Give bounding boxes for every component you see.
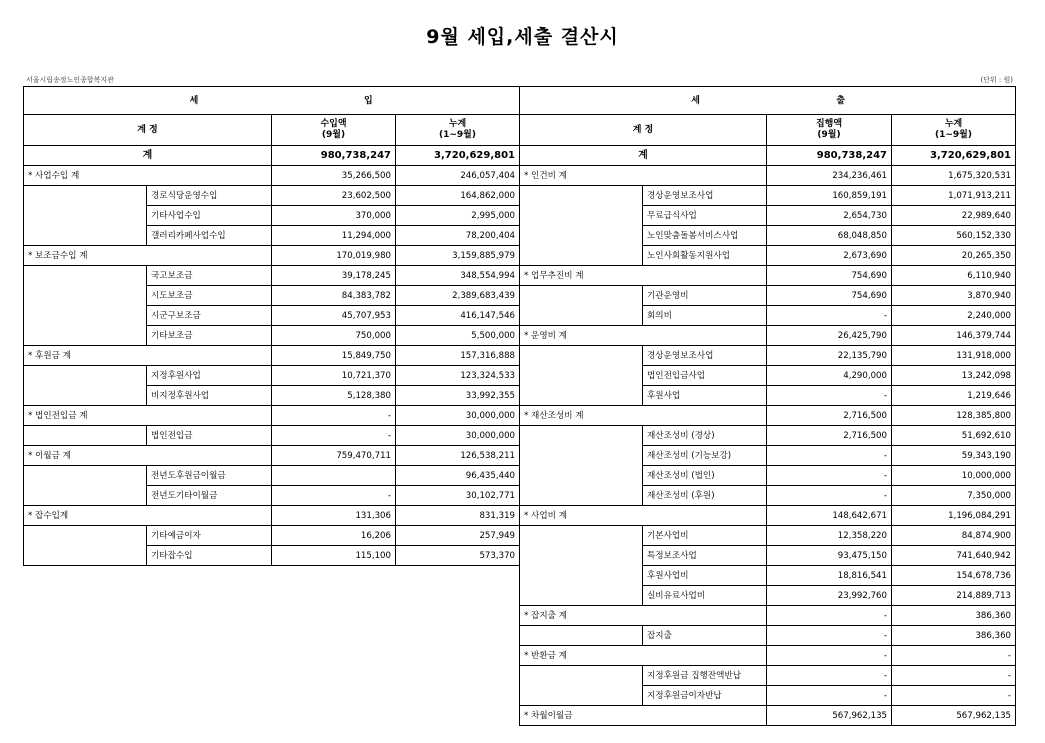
income-item-amount: 750,000 (272, 326, 396, 346)
expense-item-amount: - (767, 686, 892, 706)
expense-item-indent (520, 386, 643, 406)
expense-group-amount: 26,425,790 (767, 326, 892, 346)
expense-item-indent (520, 346, 643, 366)
expense-group-cumulative: 567,962,135 (892, 706, 1016, 726)
income-item-amount: 23,602,500 (272, 186, 396, 206)
expense-item-amount: 22,135,790 (767, 346, 892, 366)
income-item-indent (24, 306, 147, 326)
income-item-row (24, 206, 520, 226)
expense-item-cumulative: 131,918,000 (892, 346, 1016, 366)
income-item-indent (24, 546, 147, 566)
expense-group-amount: 234,236,461 (767, 166, 892, 186)
income-item-row (24, 386, 520, 406)
income-group-cumulative: 3,159,885,979 (396, 246, 520, 266)
income-item-label: 시군구보조금 (147, 306, 272, 326)
expense-item-row (520, 186, 1016, 206)
expense-group-row (520, 706, 1016, 726)
expense-item-label: 재산조성비 (기능보강) (643, 446, 767, 466)
expense-item-label: 재산조성비 (경상) (643, 426, 767, 446)
expense-item-row (520, 206, 1016, 226)
income-item-indent (24, 386, 147, 406)
expense-group-row (520, 606, 1016, 626)
expense-item-cumulative: 560,152,330 (892, 226, 1016, 246)
income-item-row (24, 426, 520, 446)
expense-item-label: 노인사회활동지원사업 (643, 246, 767, 266)
expense-group-row (520, 646, 1016, 666)
expense-item-cumulative: 59,343,190 (892, 446, 1016, 466)
income-col-cumulative: 누계 (1~9월) (396, 115, 520, 146)
expense-header-right: 출 (836, 95, 846, 106)
expense-item-amount: 93,475,150 (767, 546, 892, 566)
expense-item-row (520, 426, 1016, 446)
expense-item-indent (520, 566, 643, 586)
income-group-row (24, 446, 520, 466)
expense-item-cumulative: 20,265,350 (892, 246, 1016, 266)
income-item-amount (272, 466, 396, 486)
income-header-right: 입 (364, 95, 373, 106)
income-item-row (24, 466, 520, 486)
expense-header-row (520, 87, 1016, 115)
expense-item-row (520, 626, 1016, 646)
income-item-cumulative: 2,995,000 (396, 206, 520, 226)
income-item-cumulative: 573,370 (396, 546, 520, 566)
expense-item-indent (520, 366, 643, 386)
expense-item-cumulative: 2,240,000 (892, 306, 1016, 326)
income-item-label: 전년도기타이월금 (147, 486, 272, 506)
income-item-amount: 10,721,370 (272, 366, 396, 386)
expense-group-amount: 2,716,500 (767, 406, 892, 426)
expense-group-label: * 사업비 계 (520, 506, 767, 526)
income-item-label: 시도보조금 (147, 286, 272, 306)
income-total-label: 계 (24, 146, 272, 166)
expense-item-amount: 18,816,541 (767, 566, 892, 586)
expense-item-indent (520, 206, 643, 226)
income-col-amount: 수입액 (9월) (272, 115, 396, 146)
expense-group-label: * 업무추진비 계 (520, 266, 767, 286)
expense-group-label: * 인건비 계 (520, 166, 767, 186)
expense-group-label: * 재산조성비 계 (520, 406, 767, 426)
expense-item-label: 실비유료사업비 (643, 586, 767, 606)
expense-group-cumulative: 6,110,940 (892, 266, 1016, 286)
expense-col-cumulative: 누계 (1~9월) (892, 115, 1016, 146)
expense-item-indent (520, 286, 643, 306)
expense-total-amount: 980,738,247 (767, 146, 892, 166)
expense-group-amount: 754,690 (767, 266, 892, 286)
page-title: 9월 세입,세출 결산시 (426, 26, 619, 48)
expense-item-cumulative: 10,000,000 (892, 466, 1016, 486)
expense-item-row (520, 366, 1016, 386)
income-item-label: 기타보조금 (147, 326, 272, 346)
expense-item-cumulative: 386,360 (892, 626, 1016, 646)
income-item-row (24, 226, 520, 246)
expense-item-cumulative: 741,640,942 (892, 546, 1016, 566)
income-item-label: 지정후원사업 (147, 366, 272, 386)
income-item-cumulative: 96,435,440 (396, 466, 520, 486)
expense-item-indent (520, 586, 643, 606)
income-header-left: 세 (189, 95, 199, 106)
unit-label: (단위 : 원) (980, 76, 1013, 84)
income-group-amount: 131,306 (272, 506, 396, 526)
income-group-amount: 15,849,750 (272, 346, 396, 366)
income-item-cumulative: 164,862,000 (396, 186, 520, 206)
expense-item-label: 후원사업 (643, 386, 767, 406)
income-group-label: * 잡수입계 (24, 506, 272, 526)
income-item-amount: 370,000 (272, 206, 396, 226)
income-group-cumulative: 246,057,404 (396, 166, 520, 186)
income-group-label: * 보조금수입 계 (24, 246, 272, 266)
income-group-row (24, 406, 520, 426)
income-item-row (24, 266, 520, 286)
expense-item-amount: - (767, 666, 892, 686)
income-group-row (24, 346, 520, 366)
expense-item-row (520, 546, 1016, 566)
expense-item-amount: - (767, 446, 892, 466)
income-item-row (24, 326, 520, 346)
expense-col-amount: 집행액 (9월) (767, 115, 892, 146)
expense-item-indent (520, 546, 643, 566)
income-group-amount: 35,266,500 (272, 166, 396, 186)
income-item-amount: - (272, 486, 396, 506)
expense-group-cumulative: 1,196,084,291 (892, 506, 1016, 526)
income-item-amount: 11,294,000 (272, 226, 396, 246)
expense-item-amount: 2,673,690 (767, 246, 892, 266)
income-item-cumulative: 416,147,546 (396, 306, 520, 326)
expense-item-amount: - (767, 466, 892, 486)
expense-item-cumulative: - (892, 686, 1016, 706)
income-item-cumulative: 33,992,355 (396, 386, 520, 406)
expense-item-indent (520, 626, 643, 646)
income-item-indent (24, 426, 147, 446)
expense-item-row (520, 346, 1016, 366)
expense-item-row (520, 286, 1016, 306)
expense-group-label: * 차월이월금 (520, 706, 767, 726)
income-group-row (24, 246, 520, 266)
income-item-row (24, 486, 520, 506)
expense-item-label: 잡지출 (643, 626, 767, 646)
income-item-cumulative: 78,200,404 (396, 226, 520, 246)
income-group-row (24, 506, 520, 526)
expense-item-amount: - (767, 486, 892, 506)
income-total-cumulative: 3,720,629,801 (396, 146, 520, 166)
income-item-label: 갤러리카페사업수입 (147, 226, 272, 246)
income-group-amount: 759,470,711 (272, 446, 396, 466)
income-item-label: 기타사업수입 (147, 206, 272, 226)
expense-col-account: 계 정 (520, 115, 767, 146)
expense-item-label: 노인맞춤돌봄서비스사업 (643, 226, 767, 246)
expense-item-row (520, 226, 1016, 246)
expense-item-cumulative: 154,678,736 (892, 566, 1016, 586)
income-item-indent (24, 226, 147, 246)
expense-item-amount: 4,290,000 (767, 366, 892, 386)
expense-total-label: 계 (520, 146, 767, 166)
income-item-cumulative: 348,554,994 (396, 266, 520, 286)
expense-item-label: 무료급식사업 (643, 206, 767, 226)
expense-item-label: 재산조성비 (법인) (643, 466, 767, 486)
income-item-label: 국고보조금 (147, 266, 272, 286)
expense-item-row (520, 666, 1016, 686)
expense-item-indent (520, 226, 643, 246)
income-item-row (24, 286, 520, 306)
income-total-amount: 980,738,247 (272, 146, 396, 166)
expense-group-row (520, 166, 1016, 186)
expense-item-indent (520, 246, 643, 266)
expense-item-amount: 160,859,191 (767, 186, 892, 206)
expense-header-left: 세 (691, 95, 700, 106)
expense-group-row (520, 266, 1016, 286)
expense-group-amount: - (767, 606, 892, 626)
expense-total-cumulative: 3,720,629,801 (892, 146, 1016, 166)
expense-item-label: 경상운영보조사업 (643, 186, 767, 206)
income-item-amount: 45,707,953 (272, 306, 396, 326)
expense-item-indent (520, 526, 643, 546)
income-item-label: 기타잡수입 (147, 546, 272, 566)
income-item-indent (24, 526, 147, 546)
income-group-amount: 170,019,980 (272, 246, 396, 266)
income-item-row (24, 366, 520, 386)
expense-item-label: 지정후원금이자반납 (643, 686, 767, 706)
income-item-cumulative: 30,000,000 (396, 426, 520, 446)
income-table (23, 86, 520, 566)
income-item-row (24, 306, 520, 326)
expense-group-label: * 운영비 계 (520, 326, 767, 346)
income-group-label: * 후원금 계 (24, 346, 272, 366)
expense-group-cumulative: 386,360 (892, 606, 1016, 626)
expense-item-label: 재산조성비 (후원) (643, 486, 767, 506)
expense-item-label: 특정보조사업 (643, 546, 767, 566)
income-item-indent (24, 266, 147, 286)
income-item-amount: 16,206 (272, 526, 396, 546)
expense-group-cumulative: 128,385,800 (892, 406, 1016, 426)
income-item-label: 법인전입금 (147, 426, 272, 446)
expense-item-label: 법인전입금사업 (643, 366, 767, 386)
expense-group-amount: - (767, 646, 892, 666)
expense-group-label: * 반환금 계 (520, 646, 767, 666)
expense-item-cumulative: 7,350,000 (892, 486, 1016, 506)
income-item-cumulative: 257,949 (396, 526, 520, 546)
expense-item-indent (520, 306, 643, 326)
income-item-row (24, 526, 520, 546)
income-item-amount: 39,178,245 (272, 266, 396, 286)
expense-item-amount: 68,048,850 (767, 226, 892, 246)
expense-item-indent (520, 186, 643, 206)
income-group-amount: - (272, 406, 396, 426)
expense-total-row (520, 146, 1016, 166)
income-item-amount: - (272, 426, 396, 446)
income-item-cumulative: 5,500,000 (396, 326, 520, 346)
income-item-indent (24, 186, 147, 206)
expense-item-cumulative: 1,219,646 (892, 386, 1016, 406)
income-group-cumulative: 157,316,888 (396, 346, 520, 366)
income-group-label: * 이월금 계 (24, 446, 272, 466)
income-item-cumulative: 30,102,771 (396, 486, 520, 506)
expense-item-amount: - (767, 626, 892, 646)
income-group-row (24, 166, 520, 186)
expense-item-row (520, 686, 1016, 706)
organization-name: 서울시립송정노인종합복지관 (26, 76, 114, 84)
income-item-label: 기타예금이자 (147, 526, 272, 546)
income-item-cumulative: 2,389,683,439 (396, 286, 520, 306)
expense-item-cumulative: 214,889,713 (892, 586, 1016, 606)
expense-item-indent (520, 486, 643, 506)
expense-item-indent (520, 466, 643, 486)
expense-item-row (520, 566, 1016, 586)
income-group-label: * 사업수입 계 (24, 166, 272, 186)
expense-group-cumulative: 1,675,320,531 (892, 166, 1016, 186)
income-item-indent (24, 286, 147, 306)
expense-item-amount: 23,992,760 (767, 586, 892, 606)
income-item-amount: 5,128,380 (272, 386, 396, 406)
income-item-row (24, 546, 520, 566)
expense-item-label: 기관운영비 (643, 286, 767, 306)
income-item-amount: 115,100 (272, 546, 396, 566)
income-group-cumulative: 30,000,000 (396, 406, 520, 426)
income-group-cumulative: 831,319 (396, 506, 520, 526)
expense-item-cumulative: 1,071,913,211 (892, 186, 1016, 206)
expense-item-cumulative: 84,874,900 (892, 526, 1016, 546)
expense-item-amount: - (767, 386, 892, 406)
expense-item-label: 기본사업비 (643, 526, 767, 546)
expense-item-amount: 754,690 (767, 286, 892, 306)
expense-item-label: 지정후원금 집행잔액반납 (643, 666, 767, 686)
expense-item-cumulative: - (892, 666, 1016, 686)
expense-column-header-row (520, 115, 1016, 146)
expense-group-amount: 567,962,135 (767, 706, 892, 726)
income-item-indent (24, 366, 147, 386)
expense-item-indent (520, 426, 643, 446)
expense-item-indent (520, 686, 643, 706)
expense-item-row (520, 386, 1016, 406)
income-item-label: 전년도후원금이월금 (147, 466, 272, 486)
expense-item-label: 회의비 (643, 306, 767, 326)
income-item-indent (24, 326, 147, 346)
expense-item-row (520, 486, 1016, 506)
income-group-cumulative: 126,538,211 (396, 446, 520, 466)
income-item-amount: 84,383,782 (272, 286, 396, 306)
income-column-header-row (24, 115, 520, 146)
expense-item-indent (520, 666, 643, 686)
expense-group-row (520, 326, 1016, 346)
expense-group-label: * 잡지출 계 (520, 606, 767, 626)
expense-item-cumulative: 13,242,098 (892, 366, 1016, 386)
expense-item-row (520, 466, 1016, 486)
income-item-label: 비지정후원사업 (147, 386, 272, 406)
expense-group-row (520, 506, 1016, 526)
expense-item-cumulative: 3,870,940 (892, 286, 1016, 306)
expense-item-row (520, 446, 1016, 466)
expense-item-amount: 12,358,220 (767, 526, 892, 546)
expense-group-cumulative: - (892, 646, 1016, 666)
expense-group-cumulative: 146,379,744 (892, 326, 1016, 346)
income-item-indent (24, 206, 147, 226)
income-total-row (24, 146, 520, 166)
income-item-indent (24, 466, 147, 486)
expense-item-label: 경상운영보조사업 (643, 346, 767, 366)
income-item-indent (24, 486, 147, 506)
income-item-row (24, 186, 520, 206)
expense-item-indent (520, 446, 643, 466)
expense-item-row (520, 306, 1016, 326)
expense-table (519, 86, 1016, 726)
income-col-account: 계 정 (24, 115, 272, 146)
income-group-label: * 법인전입금 계 (24, 406, 272, 426)
expense-item-amount: 2,716,500 (767, 426, 892, 446)
expense-group-row (520, 406, 1016, 426)
expense-item-row (520, 586, 1016, 606)
expense-item-amount: - (767, 306, 892, 326)
expense-item-amount: 2,654,730 (767, 206, 892, 226)
expense-group-amount: 148,642,671 (767, 506, 892, 526)
expense-item-row (520, 526, 1016, 546)
expense-item-cumulative: 22,989,640 (892, 206, 1016, 226)
income-item-cumulative: 123,324,533 (396, 366, 520, 386)
income-item-label: 경로식당운영수입 (147, 186, 272, 206)
expense-item-cumulative: 51,692,610 (892, 426, 1016, 446)
expense-item-label: 후원사업비 (643, 566, 767, 586)
expense-item-row (520, 246, 1016, 266)
income-header-row (24, 87, 520, 115)
